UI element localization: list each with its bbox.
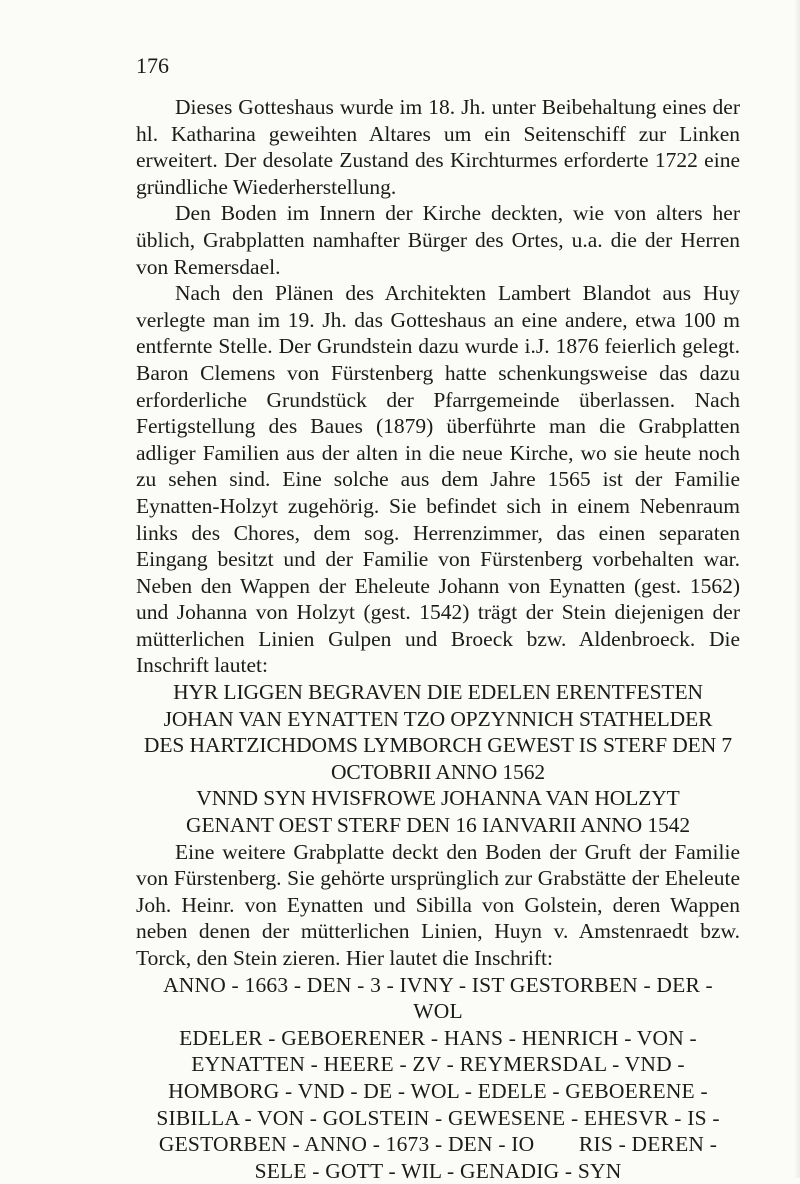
inscription-line: DES HARTZICHDOMS LYMBORCH GEWEST IS STERF DEN 7 <box>143 733 733 758</box>
paragraph-3: Nach den Plänen des Architekten Lambert Blandot aus Huy verlegte man im 19. Jh. das Gotteshaus an eine andere, etwa 100 m entfernte Stelle. Der Grundstein dazu wurde i.J. 1876 feierlich gelegt. Baron Clemens von Fürstenberg hatte schenkungsweise das dazu erforderliche Grundstück der Pfarrgemeinde überlassen. Nach Fertigstellung des Baues (1879) überführte man die Grabplatten adliger Familien aus der alten in die neue Kirche, wo sie heute noch zu sehen sind. Eine solche aus dem Jahre 1565 ist der Familie Eynatten-Holzyt zugehörig. Sie befindet sich in einem Nebenraum links des Chores, dem sog. Herrenzimmer, das einen separaten Eingang besitzt und der Familie von Fürstenberg vorbehalten war. Neben den Wappen der Eheleute Johann von Eynatten (gest. 1562) und Johanna von Holzyt (gest. 1542) trägt der Stein diejenigen der mütterlichen Linien Gulpen und Broeck bzw. Aldenbroeck. Die Inschrift lautet: <box>136 281 740 678</box>
inscription-line: OCTOBRII ANNO 1562 <box>330 759 545 784</box>
paragraph-1: Dieses Gotteshaus wurde im 18. Jh. unter Beibehaltung eines der hl. Katharina geweihten Altares um ein Seitenschiff zur Linken erweitert. Der desolate Zustand des Kirchturmes erforderte 1722 eine gründliche Wiederherstellung. <box>136 95 740 199</box>
inscription-line: HOMBORG - VND - DE - WOL - EDELE - GEBOERENE - <box>168 1078 708 1103</box>
body-text <box>136 94 740 1184</box>
inscription-eynatten-holzyt <box>136 679 740 839</box>
inscription-line: SIBILLA - VON - GOLSTEIN - GEWESENE - EHESVR - IS - <box>156 1105 720 1130</box>
inscription-eynatten-golstein <box>136 972 740 1184</box>
inscription-line: HYR LIGGEN BEGRAVEN DIE EDELEN ERENTFESTEN <box>173 680 703 705</box>
page-edge-shadow <box>794 0 800 1178</box>
inscription-line: EDELER - GEBOERENER - HANS - HENRICH - VON - <box>179 1025 697 1050</box>
inscription-line: ANNO - 1663 - DEN - 3 - IVNY - IST GESTORBEN - DER - WOL <box>163 972 713 1024</box>
inscription-line: VNND SYN HVISFROWE JOHANNA VAN HOLZYT <box>196 786 680 811</box>
page-number: 176 <box>136 53 169 78</box>
inscription-line: SELE - GOTT - WIL - GENADIG - SYN <box>254 1158 622 1183</box>
inscription-line: GENANT OEST STERF DEN 16 IANVARII ANNO 1542 <box>186 813 690 838</box>
inscription-line: EYNATTEN - HEERE - ZV - REYMERSDAL - VND - <box>191 1052 685 1077</box>
paragraph-4: Eine weitere Grabplatte deckt den Boden der Gruft der Familie von Fürstenberg. Sie gehörte ursprünglich zur Grabstätte der Eheleute Joh. Heinr. von Eynatten und Sibilla von Golstein, deren Wappen neben denen der mütterlichen Linien, Huyn v. Amstenraedt bzw. Torck, den Stein zieren. Hier lautet die Inschrift: <box>136 839 740 970</box>
inscription-line: JOHAN VAN EYNATTEN TZO OPZYNNICH STATHELDER <box>163 706 713 731</box>
paragraph-2: Den Boden im Innern der Kirche deckten, wie von alters her üblich, Grabplatten namhafter Bürger des Ortes, u.a. die der Herren von Remersdael. <box>136 201 740 279</box>
inscription-line: GESTORBEN - ANNO - 1673 - DEN - IO RIS - DEREN - <box>158 1132 718 1157</box>
